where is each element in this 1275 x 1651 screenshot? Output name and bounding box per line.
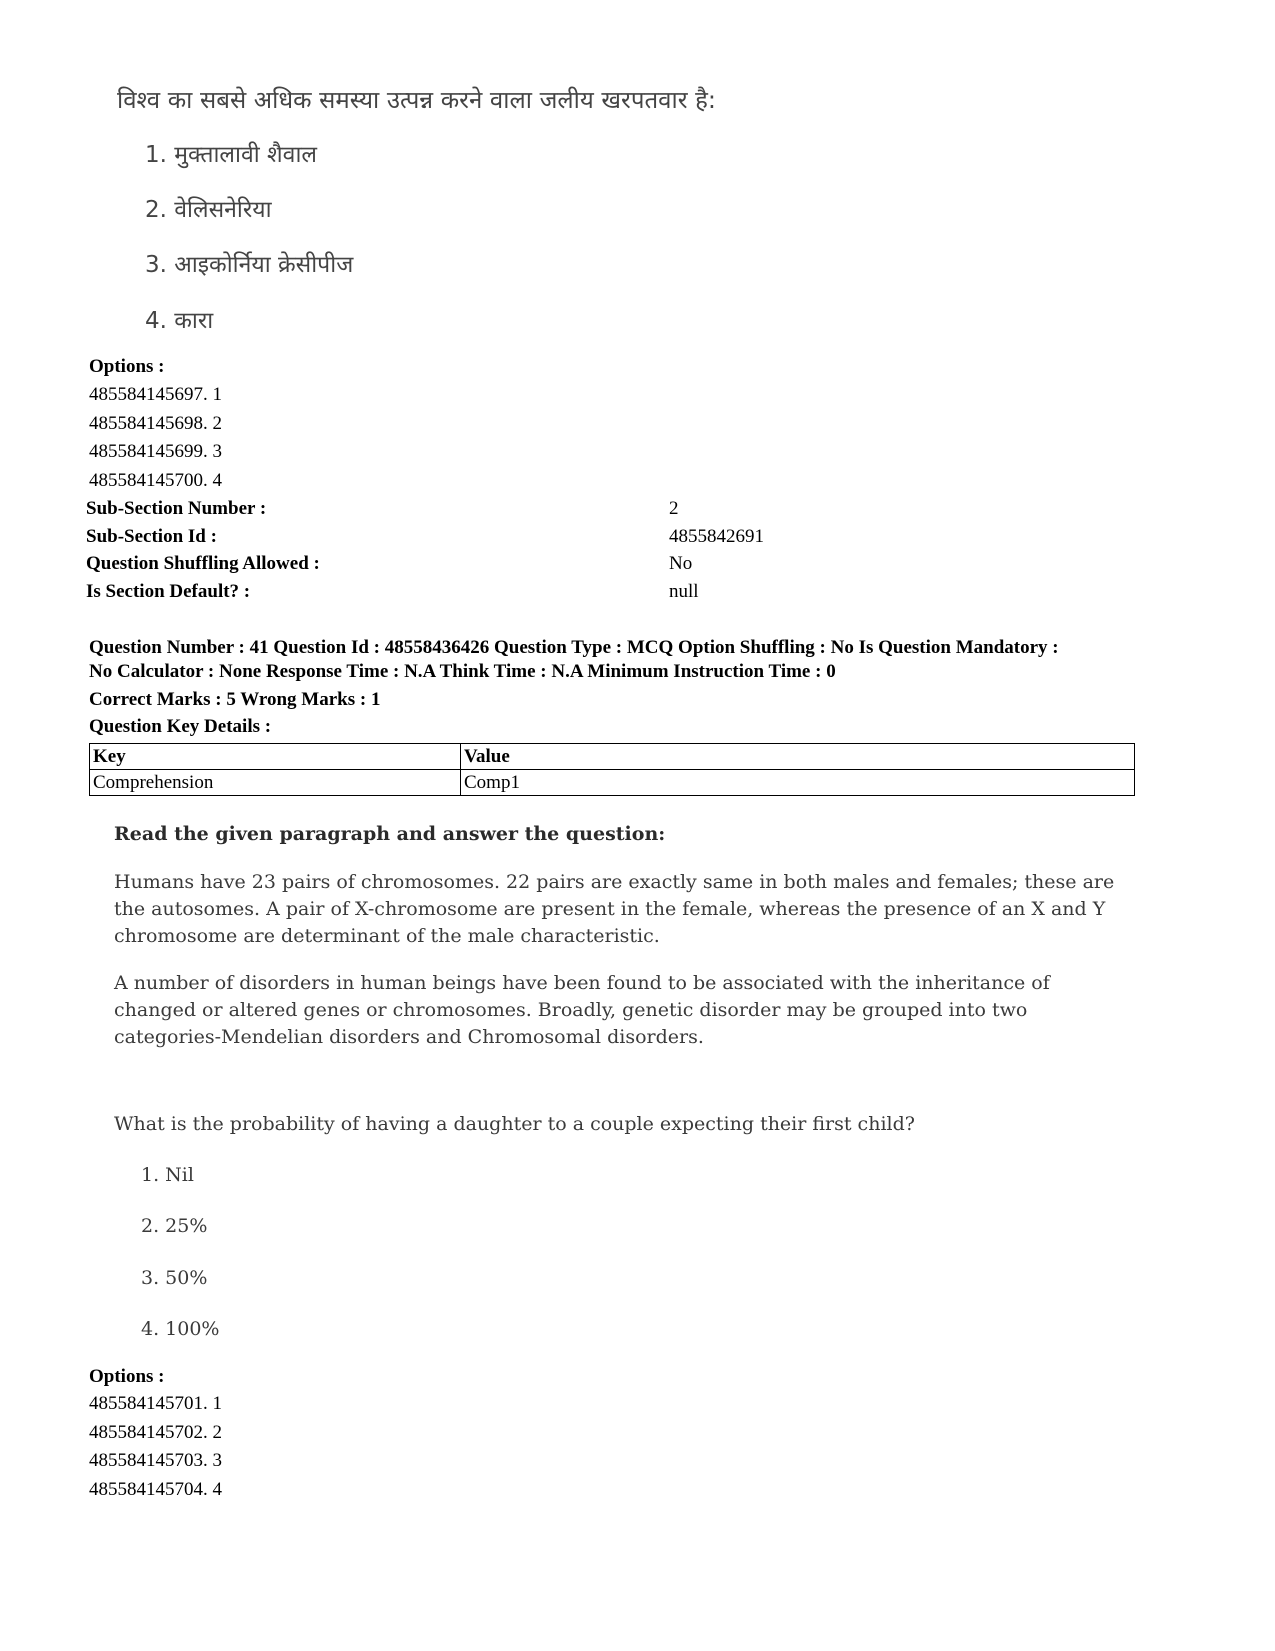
section-default-row (86, 578, 986, 606)
q41-choice-1: 1. Nil (141, 1164, 194, 1186)
q40-stem: विश्व का सबसे अधिक समस्या उत्पन्न करने वाला जलीय खरपतवार है: (117, 86, 717, 114)
key-header-cell: Key (90, 744, 461, 770)
q40-choice-4: 4. कारा (145, 308, 214, 334)
section-default-value: null (669, 580, 699, 602)
q41-option: 485584145703. 3 (89, 1450, 222, 1471)
q41-options-label: Options : (89, 1366, 165, 1387)
key-cell: Comprehension (90, 770, 461, 796)
q40-options-label: Options : (89, 356, 165, 377)
q40-option: 485584145698. 2 (89, 412, 222, 434)
subsection-id-row (86, 523, 986, 551)
q40-options-list (89, 381, 222, 495)
section-default-label: Is Section Default? : (86, 580, 251, 602)
q41-option: 485584145701. 1 (89, 1393, 222, 1414)
subsection-id-label: Sub-Section Id : (86, 525, 217, 547)
key-table-row (90, 770, 1135, 796)
q40-option: 485584145697. 1 (89, 384, 222, 405)
q41-question: What is the probability of having a daughter to a couple expecting their first child? (114, 1113, 915, 1135)
q41-paragraph-1: Humans have 23 pairs of chromosomes. 22 pairs are exactly same in both males and females; these are the autosomes. A pair of X-chromosome are present in the female, whereas the presence of an X and Y chromosome are determinant of the male characteristic. (114, 871, 1115, 947)
question-shuffling-row (86, 550, 986, 578)
q41-options-list (89, 1390, 222, 1504)
key-table-header-row (90, 744, 1135, 770)
question-shuffling-label: Question Shuffling Allowed : (86, 553, 320, 574)
q40-option: 485584145700. 4 (89, 469, 222, 491)
value-header-cell: Value (461, 744, 1135, 770)
q41-option: 485584145704. 4 (89, 1478, 222, 1500)
question-key-table (89, 743, 1135, 796)
value-cell: Comp1 (461, 770, 1135, 796)
question-shuffling-value: No (669, 553, 693, 574)
q41-choice-3: 3. 50% (141, 1267, 208, 1289)
q41-choice-4: 4. 100% (141, 1318, 220, 1340)
subsection-number-row (86, 495, 986, 523)
q40-option: 485584145699. 3 (89, 441, 222, 462)
subsection-number-value: 2 (669, 498, 679, 519)
subsection-details (86, 495, 986, 605)
q41-paragraph-2: A number of disorders in human beings have been found to be associated with the inheritance of changed or altered genes or chromosomes. Broadly, genetic disorder may be grouped into two categories-Mendelian disorders and Chromosomal disorders. (114, 972, 1050, 1048)
q41-marks: Correct Marks : 5 Wrong Marks : 1 (89, 689, 381, 710)
subsection-number-label: Sub-Section Number : (86, 498, 267, 519)
q40-choice-2: 2. वेलिसनेरिया (145, 197, 272, 223)
subsection-id-value: 4855842691 (669, 525, 764, 547)
q40-choice-1: 1. मुक्तालावी शैवाल (145, 142, 317, 168)
q41-key-details-label: Question Key Details : (89, 716, 272, 737)
q41-meta-line2: No Calculator : None Response Time : N.A Think Time : N.A Minimum Instruction Time : 0 (89, 661, 836, 682)
q41-meta-line1: Question Number : 41 Question Id : 48558436426 Question Type : MCQ Option Shuffling : No Is Question Mandatory : (89, 637, 1059, 658)
q41-option: 485584145702. 2 (89, 1421, 222, 1443)
q41-instruction: Read the given paragraph and answer the question: (114, 823, 666, 845)
q41-choice-2: 2. 25% (141, 1215, 208, 1237)
q40-choice-3: 3. आइकोर्निया क्रेसीपीज (145, 252, 354, 278)
